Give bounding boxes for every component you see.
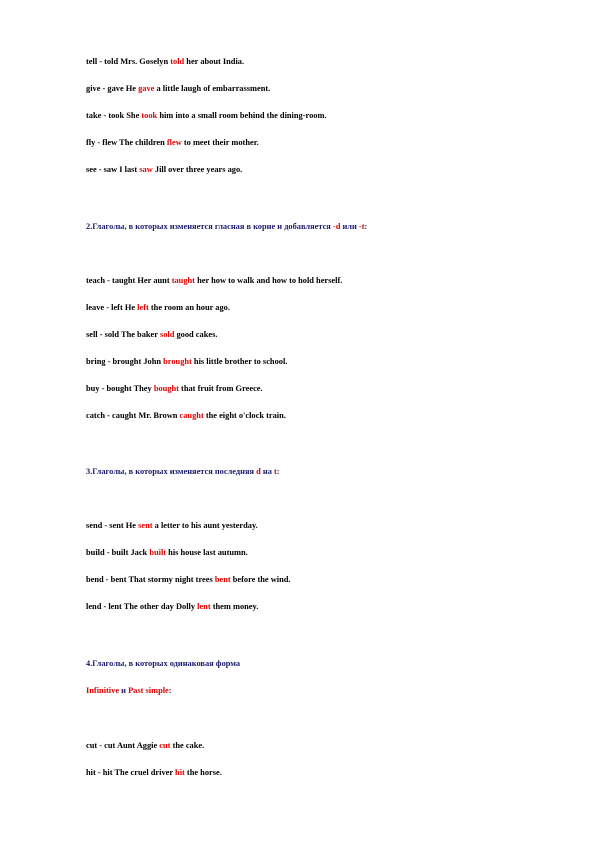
example-line (86, 575, 291, 585)
sentence-start: Her aunt (135, 276, 172, 285)
highlighted-verb: told (170, 57, 185, 66)
heading-letter-d: d (256, 467, 261, 476)
example-line (86, 330, 217, 340)
sentence-end: a letter to his aunt yesterday. (152, 521, 258, 530)
sentence-end: Jill over three years ago. (152, 165, 243, 174)
verb-forms: take - took (86, 111, 125, 120)
sentence-end: them money. (210, 602, 259, 611)
section-subheading (86, 686, 172, 696)
example-line (86, 411, 286, 421)
verb-forms: give - gave (86, 84, 124, 93)
heading-letter-t: t (273, 467, 277, 476)
sentence-end: a little laugh of embarrassment. (154, 84, 271, 93)
highlighted-verb: saw (139, 165, 153, 174)
example-line (86, 165, 242, 175)
section-heading (86, 222, 367, 232)
highlighted-verb: sent (138, 521, 153, 530)
sentence-start: They (131, 384, 154, 393)
verb-forms: tell - told (86, 57, 119, 66)
sentence-start: He (122, 303, 138, 312)
infinitive-term: Infinitive (86, 686, 120, 695)
sentence-end: the eight o'clock train. (203, 411, 286, 420)
verb-forms: cut - cut (86, 741, 116, 750)
example-line (86, 357, 287, 367)
highlighted-verb: built (149, 548, 167, 557)
verb-forms: fly - flew (86, 138, 118, 147)
highlighted-verb: lent (197, 602, 211, 611)
sentence-end: to meet their mother. (181, 138, 259, 147)
highlighted-verb: bent (214, 575, 231, 584)
sentence-start: The other day Dolly (121, 602, 198, 611)
example-line (86, 384, 263, 394)
past-simple-term: Past simple (128, 686, 169, 695)
verb-forms: lend - lent (86, 602, 122, 611)
sentence-start: He (123, 84, 139, 93)
verb-forms: leave - left (86, 303, 123, 312)
verb-forms: send - sent (86, 521, 124, 530)
example-line (86, 521, 258, 531)
example-line (86, 741, 204, 751)
sentence-start: I last (117, 165, 140, 174)
sentence-start: Jack (128, 548, 150, 557)
heading-suffix-d: -d (332, 222, 341, 231)
sentence-start: The cruel driver (112, 768, 176, 777)
highlighted-verb: hit (175, 768, 185, 777)
example-line (86, 57, 244, 67)
sentence-start: He (123, 521, 139, 530)
heading-text: или (340, 222, 359, 231)
highlighted-verb: flew (166, 138, 182, 147)
sentence-end: good cakes. (174, 330, 218, 339)
heading-text: : (364, 222, 368, 231)
sentence-start: She (124, 111, 142, 120)
verb-forms: teach - taught (86, 276, 136, 285)
highlighted-verb: cut (159, 741, 171, 750)
highlighted-verb: caught (179, 411, 204, 420)
sentence-start: Mrs. Goselyn (118, 57, 171, 66)
verb-forms: buy - bought (86, 384, 132, 393)
sentence-start: Aunt Aggie (115, 741, 160, 750)
sentence-end: the cake. (170, 741, 205, 750)
sentence-end: that fruit from Greece. (178, 384, 263, 393)
highlighted-verb: took (141, 111, 158, 120)
example-line (86, 768, 222, 778)
heading-text: и (119, 686, 129, 695)
verb-forms: see - saw (86, 165, 118, 174)
sentence-start: That stormy night trees (126, 575, 215, 584)
heading-text: : (168, 686, 172, 695)
verb-forms: hit - hit (86, 768, 113, 777)
example-line (86, 548, 248, 558)
example-line (86, 84, 270, 94)
section-heading (86, 659, 240, 669)
sentence-end: the room an hour ago. (148, 303, 230, 312)
example-line (86, 276, 342, 286)
sentence-end: the horse. (184, 768, 222, 777)
highlighted-verb: left (137, 303, 149, 312)
highlighted-verb: bought (153, 384, 179, 393)
verb-forms: bring - brought (86, 357, 142, 366)
heading-text: 3.Глаголы, в которых изменяется последняя (86, 467, 257, 476)
section-heading (86, 467, 280, 477)
sentence-end: her about India. (184, 57, 245, 66)
sentence-end: her how to walk and how to hold herself. (194, 276, 343, 285)
sentence-end: his house last autumn. (166, 548, 248, 557)
heading-text: 2.Глаголы, в которых изменяется гласная в корне и добавляется (86, 222, 333, 231)
highlighted-verb: brought (163, 357, 192, 366)
example-line (86, 602, 258, 612)
sentence-start: John (141, 357, 164, 366)
example-line (86, 303, 230, 313)
heading-text: на (260, 467, 274, 476)
example-line (86, 138, 259, 148)
highlighted-verb: sold (159, 330, 175, 339)
sentence-start: Mr. Brown (136, 411, 180, 420)
highlighted-verb: taught (171, 276, 195, 285)
sentence-end: his little brother to school. (191, 357, 288, 366)
verb-forms: catch - caught (86, 411, 137, 420)
sentence-end: before the wind. (230, 575, 291, 584)
verb-forms: build - built (86, 548, 129, 557)
heading-text: 4.Глаголы, в которых одинаковая форма (86, 659, 241, 668)
example-line (86, 111, 327, 121)
heading-suffix-t: -t (358, 222, 365, 231)
highlighted-verb: gave (138, 84, 155, 93)
sentence-start: The baker (119, 330, 160, 339)
verb-forms: bend - bent (86, 575, 127, 584)
verb-forms: sell - sold (86, 330, 120, 339)
sentence-end: him into a small room behind the dining-room. (157, 111, 327, 120)
sentence-start: The children (117, 138, 167, 147)
heading-text: : (276, 467, 280, 476)
